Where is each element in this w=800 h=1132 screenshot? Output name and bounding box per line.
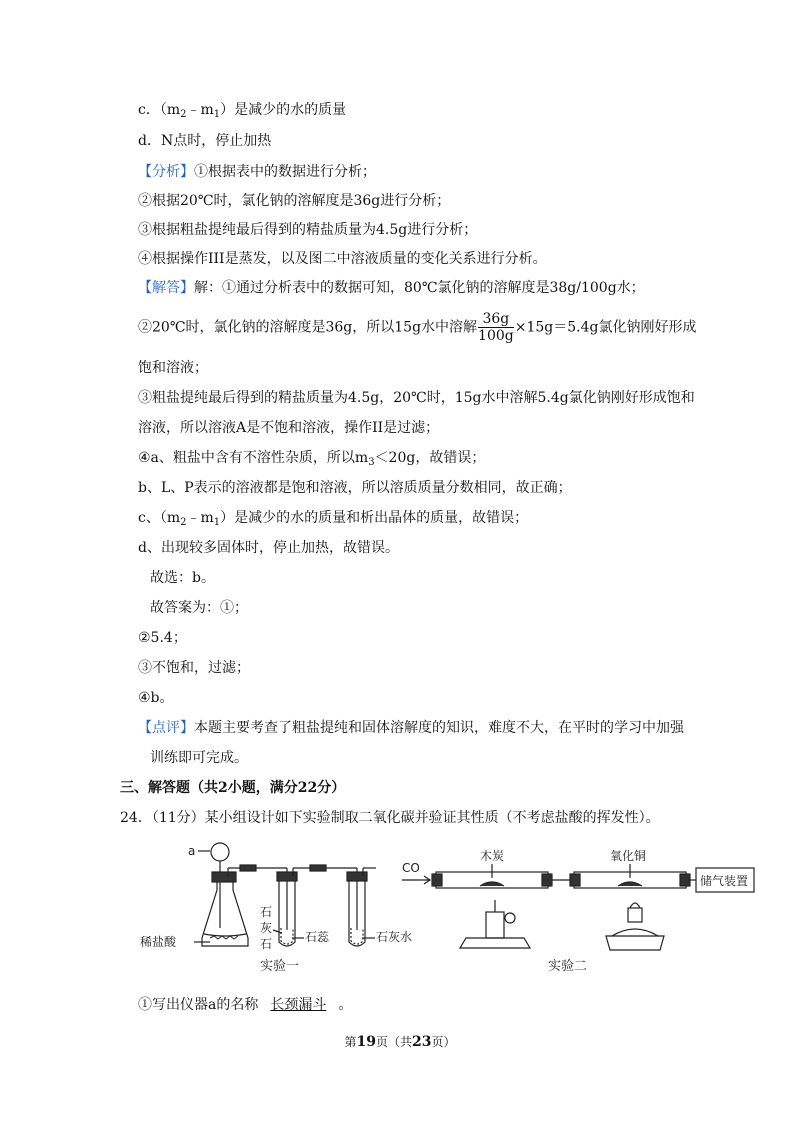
analysis-line-4: ④根据操作III是蒸发，以及图二中溶液质量的变化关系进行分析。 — [138, 251, 547, 267]
label-cuo: 氧化铜 — [610, 849, 647, 863]
answer-line-11: 故答案为：①； — [150, 600, 248, 616]
answer-line-8: c、$(m_2﹣m_1)$是减少的水的质量和析出晶体的质量，故错误； — [138, 510, 529, 528]
comment-line-2: 训练即可完成。 — [150, 750, 248, 766]
stopper — [212, 872, 236, 882]
page-footer: 第19页（共23页） — [344, 1034, 456, 1050]
svg-text:灰: 灰 — [260, 921, 273, 935]
section-heading: 三、解答题（共2小题，满分22分） — [120, 780, 346, 796]
page-number: 19 — [356, 1034, 376, 1050]
experiment-1-apparatus — [140, 843, 412, 974]
label-charcoal: 木炭 — [480, 849, 505, 863]
fraction: $\frac{36g}{100g}$ — [478, 311, 514, 344]
label-a: a — [188, 844, 196, 858]
total-pages: 23 — [412, 1034, 432, 1050]
experiment-figure — [140, 838, 760, 980]
comment-tag: 【点评】 — [138, 720, 194, 736]
answer-line-10: 故选：b。 — [150, 570, 215, 586]
experiment-2-apparatus — [402, 848, 754, 974]
label-acid: 稀盐酸 — [140, 935, 177, 949]
answer-line-13: ③不饱和，过滤； — [138, 660, 250, 676]
answer-line-2: ②20℃时，氯化钠的溶解度是36g，所以15g水中溶解 $\frac{36g}{100g}$ ×15g＝5.4g氯化钠刚好形成 — [138, 311, 697, 344]
answer-line-5: 溶液，所以溶液A是不饱和溶液，操作II是过滤； — [138, 420, 440, 436]
label-exp2: 实验二 — [548, 959, 588, 974]
answer-line-7: b、L、P表示的溶液都是饱和溶液，所以溶质质量分数相同，故正确； — [138, 480, 572, 496]
svg-text:石: 石 — [260, 937, 273, 951]
label-co: CO — [402, 861, 420, 875]
label-litmus: 石蕊 — [305, 930, 330, 944]
analysis-line-2: ②根据20℃时，氯化钠的溶解度是36g进行分析； — [138, 193, 451, 209]
comment-line-1: 【点评】本题主要考查了粗盐提纯和固体溶解度的知识，难度不大，在平时的学习中加强 — [138, 720, 684, 736]
answer-line-14: ④b。 — [138, 690, 174, 706]
label-storage: 储气装置 — [700, 874, 749, 888]
analysis-line-1: 【分析】①根据表中的数据进行分析； — [138, 164, 376, 180]
answer-line-6: ④a、粗盐中含有不溶性杂质，所以$m_3<20g$，故错误； — [138, 450, 486, 468]
spirit-lamp — [606, 936, 664, 950]
answer-line-12: ②5.4； — [138, 630, 187, 646]
answer-line-3: 饱和溶液； — [138, 360, 208, 376]
alcohol-burner-base — [460, 938, 530, 948]
answer-blank: 长颈漏斗 — [270, 997, 327, 1013]
label-exp1: 实验一 — [260, 959, 300, 974]
svg-text:石: 石 — [260, 905, 273, 919]
answer-line-4: ③粗盐提纯最后得到的精盐质量为4.5g，20℃时，15g水中溶解5.4g氯化钠刚好形成饱和 — [138, 390, 695, 406]
answer-line-9: d、出现较多固体时，停止加热，故错误。 — [138, 540, 399, 556]
label-limewater: 石灰水 — [376, 930, 413, 944]
option-d: d．N点时，停止加热 — [138, 133, 272, 149]
analysis-tag: 【分析】 — [138, 164, 194, 180]
question-24-part-1: ①写出仪器a的名称 长颈漏斗 。 — [138, 997, 353, 1013]
question-24: 24．（11分）某小组设计如下实验制取二氧化碳并验证其性质（不考虑盐酸的挥发性）。 — [120, 810, 660, 826]
option-c: c．$(m_2﹣m_1)$是减少的水的质量 — [138, 102, 347, 120]
analysis-line-3: ③根据粗盐提纯最后得到的精盐质量为4.5g进行分析； — [138, 222, 478, 238]
answer-tag: 【解答】 — [138, 280, 194, 296]
answer-line-1: 【解答】解：①通过分析表中的数据可知，80℃氯化钠的溶解度是38g/100g水； — [138, 280, 645, 296]
funnel-bulb — [211, 843, 229, 861]
